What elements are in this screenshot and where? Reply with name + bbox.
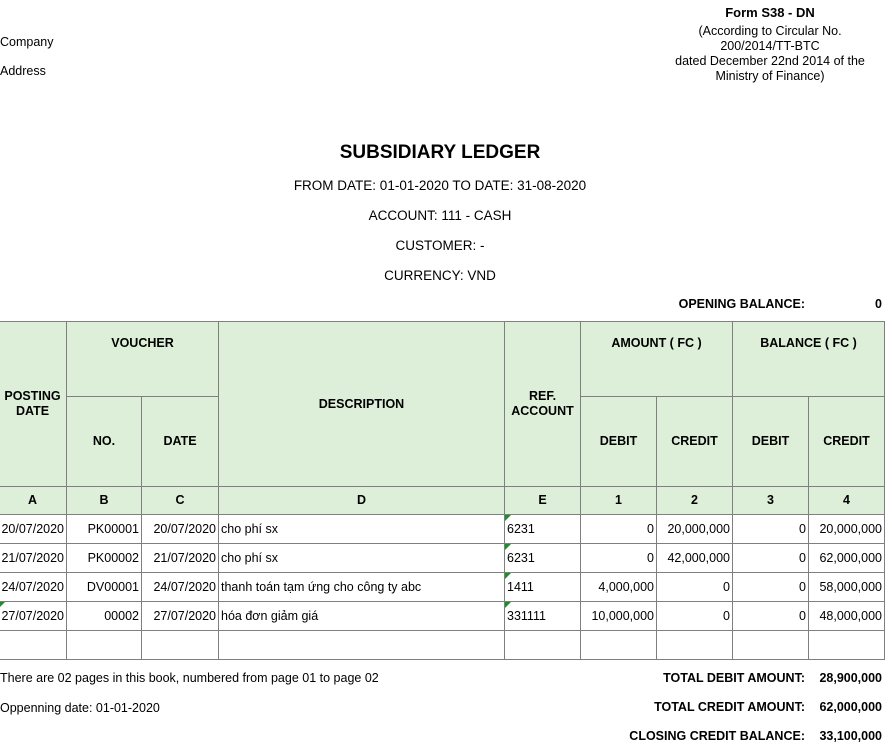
row-posting-date: 24/07/2020 [0,573,67,602]
empty-cell [657,631,733,660]
empty-cell [219,631,505,660]
header-description: DESCRIPTION [219,322,505,487]
header-posting-date-label: POSTING DATE [4,389,61,418]
row-posting-date: 27/07/2020 [0,602,67,631]
row-ref-account: 331111 [505,602,581,631]
header-amount-debit: DEBIT [581,397,657,487]
row-amount-debit: 0 [581,544,657,573]
currency-line: CURRENCY: VND [384,268,496,283]
header-balance-debit: DEBIT [733,397,809,487]
row-amount-debit: 0 [581,515,657,544]
total-debit-label: TOTAL DEBIT AMOUNT: [663,671,805,685]
total-debit-value: 28,900,000 [819,671,882,685]
empty-cell [581,631,657,660]
row-voucher-date: 24/07/2020 [142,573,219,602]
row-voucher-date: 21/07/2020 [142,544,219,573]
header-voucher-no: NO. [67,397,142,487]
company-label: Company [0,35,54,49]
form-basis-line4: Ministry of Finance) [715,69,825,83]
header-voucher-date: DATE [142,397,219,487]
row-ref-account: 1411 [505,573,581,602]
header-amount-fc: AMOUNT ( FC ) [581,322,733,397]
row-ref-account: 6231 [505,515,581,544]
row-balance-debit: 0 [733,602,809,631]
row-balance-debit: 0 [733,515,809,544]
table-row [0,602,885,631]
row-amount-debit: 10,000,000 [581,602,657,631]
row-description: hóa đơn giảm giá [219,602,505,631]
row-voucher-no: DV00001 [67,573,142,602]
row-amount-credit: 42,000,000 [657,544,733,573]
header-amount-credit: CREDIT [657,397,733,487]
row-description: cho phí sx [219,515,505,544]
table-row [0,515,885,544]
row-amount-debit: 4,000,000 [581,573,657,602]
header-voucher: VOUCHER [67,322,219,397]
form-basis-line2: 200/2014/TT-BTC [720,39,820,53]
address-label: Address [0,64,46,78]
table-row [0,573,885,602]
row-amount-credit: 0 [657,602,733,631]
column-code-c: C [142,487,219,515]
column-code-1: 1 [581,487,657,515]
pages-note: There are 02 pages in this book, numbered from page 01 to page 02 [0,671,379,685]
header-balance-credit: CREDIT [809,397,885,487]
row-balance-credit: 48,000,000 [809,602,885,631]
row-description: thanh toán tạm ứng cho công ty abc [219,573,505,602]
row-description: cho phí sx [219,544,505,573]
empty-cell [142,631,219,660]
row-voucher-no: 00002 [67,602,142,631]
empty-cell [67,631,142,660]
row-posting-date: 20/07/2020 [0,515,67,544]
column-code-e: E [505,487,581,515]
row-amount-credit: 0 [657,573,733,602]
column-code-d: D [219,487,505,515]
page-title: SUBSIDIARY LEDGER [339,142,541,163]
form-basis-line3: dated December 22nd 2014 of the [675,54,865,68]
total-credit-value: 62,000,000 [819,700,882,714]
row-balance-credit: 20,000,000 [809,515,885,544]
opening-balance-label: OPENING BALANCE: [678,297,805,311]
empty-cell [0,631,67,660]
ledger-table [0,321,885,660]
row-balance-debit: 0 [733,573,809,602]
header-ref-account: REF. ACCOUNT [505,322,581,487]
row-posting-date: 21/07/2020 [0,544,67,573]
column-code-a: A [0,487,67,515]
empty-cell [809,631,885,660]
table-row [0,544,885,573]
empty-row [0,631,885,660]
opening-date: Oppenning date: 01-01-2020 [0,701,160,715]
column-code-3: 3 [733,487,809,515]
form-code: Form S38 - DN [725,5,815,20]
row-voucher-no: PK00001 [67,515,142,544]
column-code-b: B [67,487,142,515]
row-ref-account: 6231 [505,544,581,573]
row-voucher-date: 27/07/2020 [142,602,219,631]
column-code-2: 2 [657,487,733,515]
row-voucher-date: 20/07/2020 [142,515,219,544]
empty-cell [505,631,581,660]
total-credit-label: TOTAL CREDIT AMOUNT: [654,700,805,714]
row-balance-debit: 0 [733,544,809,573]
customer-line: CUSTOMER: - [395,238,485,253]
column-code-4: 4 [809,487,885,515]
closing-balance-label: CLOSING CREDIT BALANCE: [629,729,805,743]
header-posting-date [0,322,67,487]
header-balance-fc: BALANCE ( FC ) [733,322,885,397]
row-amount-credit: 20,000,000 [657,515,733,544]
date-range: FROM DATE: 01-01-2020 TO DATE: 31-08-2020 [293,178,587,193]
closing-balance-value: 33,100,000 [819,729,882,743]
row-balance-credit: 58,000,000 [809,573,885,602]
row-balance-credit: 62,000,000 [809,544,885,573]
form-reference-block [650,5,890,84]
empty-cell [733,631,809,660]
form-basis-line1: (According to Circular No. [698,24,842,38]
opening-balance-value: 0 [875,297,882,311]
row-voucher-no: PK00002 [67,544,142,573]
account-line: ACCOUNT: 111 - CASH [368,208,512,223]
